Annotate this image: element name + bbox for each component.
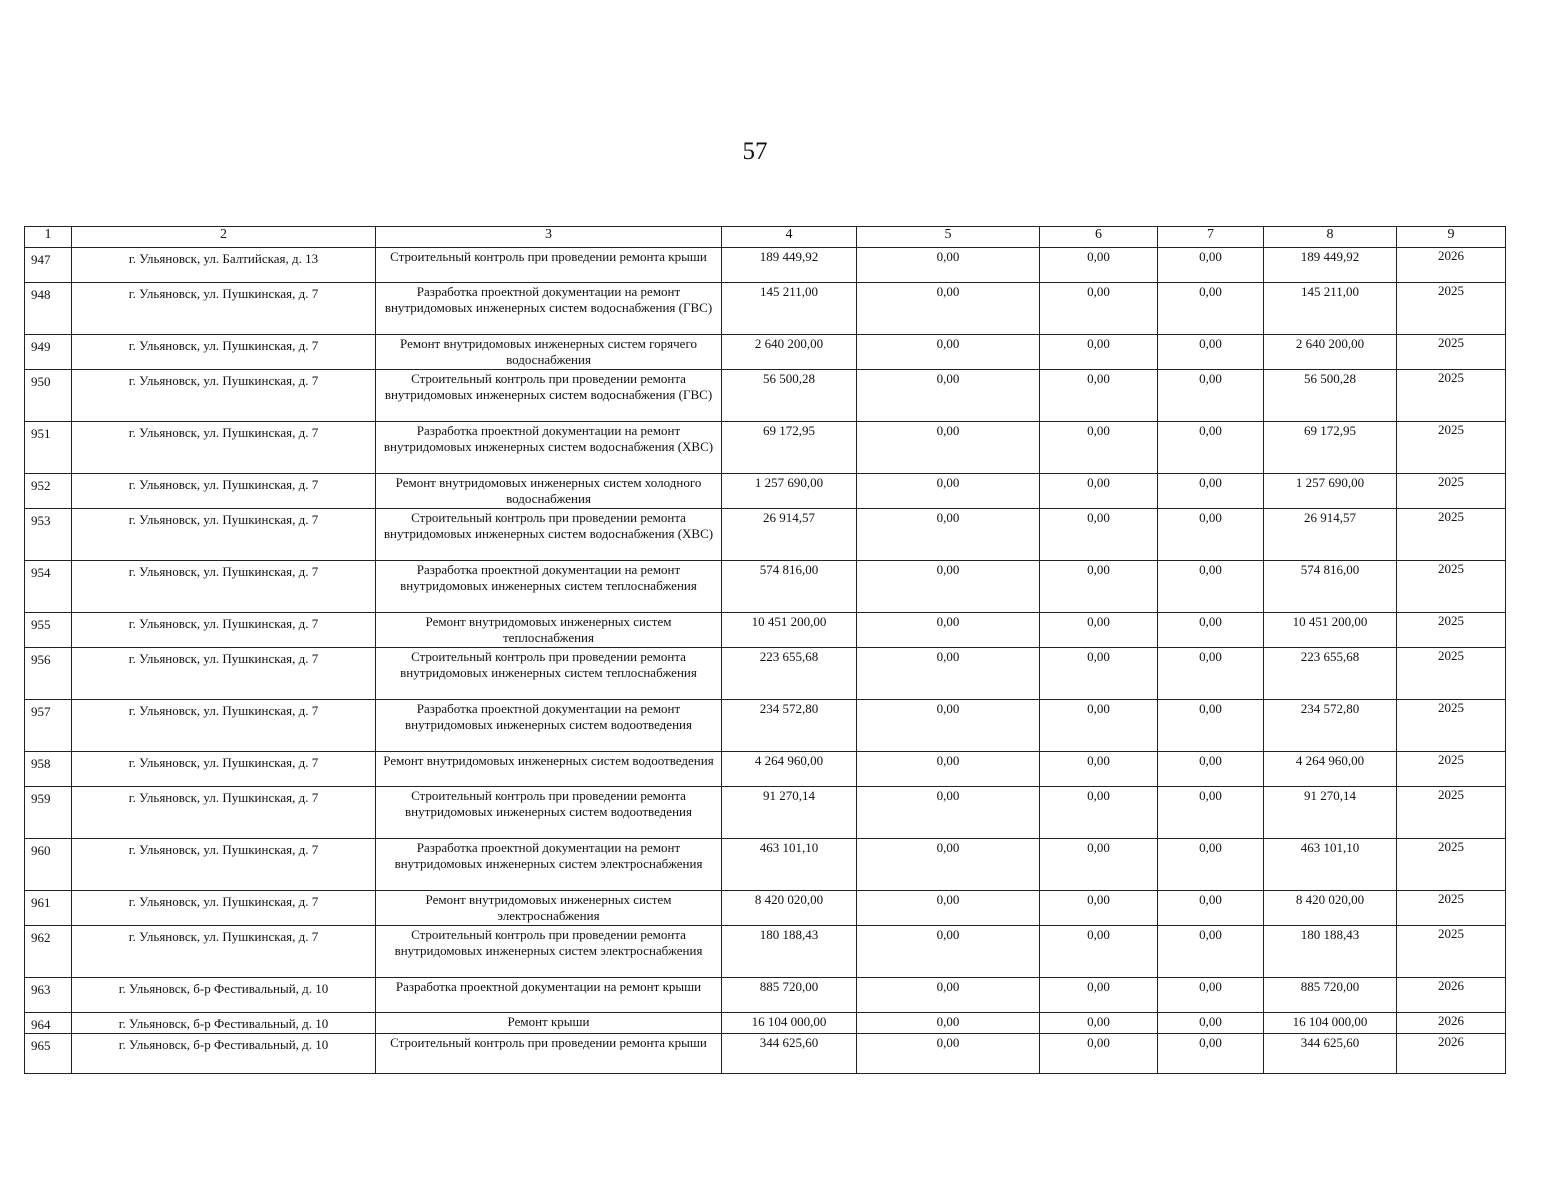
col8-value: 2 640 200,00 — [1264, 335, 1397, 370]
col8-value: 56 500,28 — [1264, 370, 1397, 422]
col7-value: 0,00 — [1158, 891, 1264, 926]
col4-value: 8 420 020,00 — [722, 891, 857, 926]
col5-value: 0,00 — [857, 283, 1040, 335]
col5-value: 0,00 — [857, 978, 1040, 1013]
row-number: 962 — [25, 926, 72, 978]
col7-value: 0,00 — [1158, 787, 1264, 839]
col6-value: 0,00 — [1040, 891, 1158, 926]
row-number: 960 — [25, 839, 72, 891]
col7-value: 0,00 — [1158, 1034, 1264, 1074]
work-type-cell: Разработка проектной документации на ремонт внутридомовых инженерных систем водоотведения — [376, 700, 722, 752]
year-cell: 2025 — [1397, 509, 1506, 561]
year-cell: 2026 — [1397, 978, 1506, 1013]
year-cell: 2026 — [1397, 1034, 1506, 1074]
col6-value: 0,00 — [1040, 474, 1158, 509]
table-row — [25, 839, 1506, 891]
address-cell: г. Ульяновск, ул. Пушкинская, д. 7 — [72, 509, 376, 561]
col-header: 1 — [25, 227, 72, 248]
address-cell: г. Ульяновск, ул. Пушкинская, д. 7 — [72, 613, 376, 648]
work-type-cell: Строительный контроль при проведении ремонта внутридомовых инженерных систем теплоснабжения — [376, 648, 722, 700]
address-cell: г. Ульяновск, ул. Пушкинская, д. 7 — [72, 891, 376, 926]
page-number: 57 — [742, 138, 768, 165]
table-row — [25, 1013, 1506, 1034]
col8-value: 180 188,43 — [1264, 926, 1397, 978]
col5-value: 0,00 — [857, 926, 1040, 978]
col8-value: 10 451 200,00 — [1264, 613, 1397, 648]
row-number: 948 — [25, 283, 72, 335]
year-cell: 2025 — [1397, 613, 1506, 648]
col7-value: 0,00 — [1158, 839, 1264, 891]
col6-value: 0,00 — [1040, 561, 1158, 613]
col4-value: 1 257 690,00 — [722, 474, 857, 509]
address-cell: г. Ульяновск, ул. Пушкинская, д. 7 — [72, 926, 376, 978]
col8-value: 91 270,14 — [1264, 787, 1397, 839]
year-cell: 2025 — [1397, 283, 1506, 335]
table-row — [25, 248, 1506, 283]
table-row — [25, 978, 1506, 1013]
work-type-cell: Строительный контроль при проведении ремонта внутридомовых инженерных систем водоснабжения (ГВС) — [376, 370, 722, 422]
year-cell: 2025 — [1397, 370, 1506, 422]
col6-value: 0,00 — [1040, 978, 1158, 1013]
col6-value: 0,00 — [1040, 839, 1158, 891]
col5-value: 0,00 — [857, 370, 1040, 422]
col5-value: 0,00 — [857, 839, 1040, 891]
address-cell: г. Ульяновск, ул. Пушкинская, д. 7 — [72, 370, 376, 422]
work-type-cell: Строительный контроль при проведении ремонта внутридомовых инженерных систем электроснабжения — [376, 926, 722, 978]
col8-value: 223 655,68 — [1264, 648, 1397, 700]
col7-value: 0,00 — [1158, 926, 1264, 978]
year-cell: 2025 — [1397, 891, 1506, 926]
col7-value: 0,00 — [1158, 613, 1264, 648]
work-type-cell: Ремонт внутридомовых инженерных систем горячего водоснабжения — [376, 335, 722, 370]
col8-value: 8 420 020,00 — [1264, 891, 1397, 926]
col5-value: 0,00 — [857, 648, 1040, 700]
col4-value: 344 625,60 — [722, 1034, 857, 1074]
row-number: 958 — [25, 752, 72, 787]
table-row — [25, 1034, 1506, 1074]
col7-value: 0,00 — [1158, 648, 1264, 700]
col4-value: 16 104 000,00 — [722, 1013, 857, 1034]
work-type-cell: Строительный контроль при проведении ремонта внутридомовых инженерных систем водоснабжения (ХВС) — [376, 509, 722, 561]
address-cell: г. Ульяновск, ул. Пушкинская, д. 7 — [72, 839, 376, 891]
address-cell: г. Ульяновск, ул. Пушкинская, д. 7 — [72, 648, 376, 700]
col6-value: 0,00 — [1040, 787, 1158, 839]
col4-value: 69 172,95 — [722, 422, 857, 474]
work-type-cell: Ремонт внутридомовых инженерных систем электроснабжения — [376, 891, 722, 926]
table-row — [25, 926, 1506, 978]
year-cell: 2025 — [1397, 561, 1506, 613]
table-row — [25, 283, 1506, 335]
col5-value: 0,00 — [857, 891, 1040, 926]
year-cell: 2025 — [1397, 422, 1506, 474]
col4-value: 56 500,28 — [722, 370, 857, 422]
year-cell: 2026 — [1397, 1013, 1506, 1034]
col8-value: 145 211,00 — [1264, 283, 1397, 335]
year-cell: 2025 — [1397, 787, 1506, 839]
address-cell: г. Ульяновск, б-р Фестивальный, д. 10 — [72, 978, 376, 1013]
work-type-cell: Разработка проектной документации на ремонт внутридомовых инженерных систем теплоснабжения — [376, 561, 722, 613]
address-cell: г. Ульяновск, ул. Пушкинская, д. 7 — [72, 474, 376, 509]
table-row — [25, 613, 1506, 648]
capital-repair-table — [24, 226, 1506, 1074]
col4-value: 463 101,10 — [722, 839, 857, 891]
col5-value: 0,00 — [857, 613, 1040, 648]
row-number: 947 — [25, 248, 72, 283]
col4-value: 189 449,92 — [722, 248, 857, 283]
address-cell: г. Ульяновск, ул. Пушкинская, д. 7 — [72, 787, 376, 839]
col5-value: 0,00 — [857, 474, 1040, 509]
row-number: 959 — [25, 787, 72, 839]
col-header: 2 — [72, 227, 376, 248]
row-number: 961 — [25, 891, 72, 926]
col6-value: 0,00 — [1040, 752, 1158, 787]
col8-value: 69 172,95 — [1264, 422, 1397, 474]
row-number: 952 — [25, 474, 72, 509]
row-number: 965 — [25, 1034, 72, 1074]
col6-value: 0,00 — [1040, 248, 1158, 283]
col4-value: 91 270,14 — [722, 787, 857, 839]
row-number: 953 — [25, 509, 72, 561]
col4-value: 574 816,00 — [722, 561, 857, 613]
address-cell: г. Ульяновск, ул. Пушкинская, д. 7 — [72, 561, 376, 613]
row-number: 954 — [25, 561, 72, 613]
work-type-cell: Строительный контроль при проведении ремонта крыши — [376, 248, 722, 283]
address-cell: г. Ульяновск, ул. Пушкинская, д. 7 — [72, 283, 376, 335]
year-cell: 2025 — [1397, 335, 1506, 370]
year-cell: 2025 — [1397, 752, 1506, 787]
table-row — [25, 891, 1506, 926]
year-cell: 2025 — [1397, 700, 1506, 752]
col7-value: 0,00 — [1158, 752, 1264, 787]
col7-value: 0,00 — [1158, 509, 1264, 561]
work-type-cell: Разработка проектной документации на ремонт крыши — [376, 978, 722, 1013]
col5-value: 0,00 — [857, 1034, 1040, 1074]
table-row — [25, 648, 1506, 700]
row-number: 957 — [25, 700, 72, 752]
col6-value: 0,00 — [1040, 926, 1158, 978]
col4-value: 4 264 960,00 — [722, 752, 857, 787]
table-row — [25, 335, 1506, 370]
col8-value: 344 625,60 — [1264, 1034, 1397, 1074]
address-cell: г. Ульяновск, ул. Пушкинская, д. 7 — [72, 700, 376, 752]
col5-value: 0,00 — [857, 561, 1040, 613]
col4-value: 885 720,00 — [722, 978, 857, 1013]
row-number: 951 — [25, 422, 72, 474]
col7-value: 0,00 — [1158, 700, 1264, 752]
row-number: 950 — [25, 370, 72, 422]
col4-value: 10 451 200,00 — [722, 613, 857, 648]
work-type-cell: Ремонт крыши — [376, 1013, 722, 1034]
col-header: 8 — [1264, 227, 1397, 248]
col-header: 6 — [1040, 227, 1158, 248]
col7-value: 0,00 — [1158, 474, 1264, 509]
row-number: 956 — [25, 648, 72, 700]
year-cell: 2025 — [1397, 474, 1506, 509]
col6-value: 0,00 — [1040, 370, 1158, 422]
work-type-cell: Строительный контроль при проведении ремонта внутридомовых инженерных систем водоотведения — [376, 787, 722, 839]
col8-value: 189 449,92 — [1264, 248, 1397, 283]
col8-value: 26 914,57 — [1264, 509, 1397, 561]
table-row — [25, 787, 1506, 839]
col-header: 3 — [376, 227, 722, 248]
work-type-cell: Строительный контроль при проведении ремонта крыши — [376, 1034, 722, 1074]
col7-value: 0,00 — [1158, 978, 1264, 1013]
col6-value: 0,00 — [1040, 1034, 1158, 1074]
col5-value: 0,00 — [857, 700, 1040, 752]
col4-value: 2 640 200,00 — [722, 335, 857, 370]
row-number: 963 — [25, 978, 72, 1013]
col8-value: 16 104 000,00 — [1264, 1013, 1397, 1034]
col6-value: 0,00 — [1040, 613, 1158, 648]
col6-value: 0,00 — [1040, 335, 1158, 370]
row-number: 955 — [25, 613, 72, 648]
address-cell: г. Ульяновск, ул. Балтийская, д. 13 — [72, 248, 376, 283]
year-cell: 2025 — [1397, 839, 1506, 891]
work-type-cell: Разработка проектной документации на ремонт внутридомовых инженерных систем электроснабжения — [376, 839, 722, 891]
col7-value: 0,00 — [1158, 1013, 1264, 1034]
col4-value: 223 655,68 — [722, 648, 857, 700]
col7-value: 0,00 — [1158, 248, 1264, 283]
col5-value: 0,00 — [857, 1013, 1040, 1034]
address-cell: г. Ульяновск, б-р Фестивальный, д. 10 — [72, 1013, 376, 1034]
col-header: 9 — [1397, 227, 1506, 248]
col5-value: 0,00 — [857, 335, 1040, 370]
year-cell: 2025 — [1397, 648, 1506, 700]
table-row — [25, 561, 1506, 613]
year-cell: 2026 — [1397, 248, 1506, 283]
address-cell: г. Ульяновск, ул. Пушкинская, д. 7 — [72, 335, 376, 370]
col8-value: 234 572,80 — [1264, 700, 1397, 752]
col6-value: 0,00 — [1040, 700, 1158, 752]
col7-value: 0,00 — [1158, 561, 1264, 613]
col8-value: 463 101,10 — [1264, 839, 1397, 891]
col6-value: 0,00 — [1040, 422, 1158, 474]
row-number: 949 — [25, 335, 72, 370]
address-cell: г. Ульяновск, б-р Фестивальный, д. 10 — [72, 1034, 376, 1074]
table-row — [25, 370, 1506, 422]
col8-value: 4 264 960,00 — [1264, 752, 1397, 787]
work-type-cell: Ремонт внутридомовых инженерных систем теплоснабжения — [376, 613, 722, 648]
table-row — [25, 474, 1506, 509]
col7-value: 0,00 — [1158, 422, 1264, 474]
col5-value: 0,00 — [857, 248, 1040, 283]
address-cell: г. Ульяновск, ул. Пушкинская, д. 7 — [72, 752, 376, 787]
col-header: 4 — [722, 227, 857, 248]
col-header: 5 — [857, 227, 1040, 248]
col5-value: 0,00 — [857, 509, 1040, 561]
col8-value: 1 257 690,00 — [1264, 474, 1397, 509]
col7-value: 0,00 — [1158, 335, 1264, 370]
year-cell: 2025 — [1397, 926, 1506, 978]
work-type-cell: Ремонт внутридомовых инженерных систем водоотведения — [376, 752, 722, 787]
col8-value: 574 816,00 — [1264, 561, 1397, 613]
row-number: 964 — [25, 1013, 72, 1034]
work-type-cell: Разработка проектной документации на ремонт внутридомовых инженерных систем водоснабжения (ХВС) — [376, 422, 722, 474]
work-type-cell: Ремонт внутридомовых инженерных систем холодного водоснабжения — [376, 474, 722, 509]
col4-value: 26 914,57 — [722, 509, 857, 561]
col6-value: 0,00 — [1040, 509, 1158, 561]
col7-value: 0,00 — [1158, 370, 1264, 422]
col4-value: 180 188,43 — [722, 926, 857, 978]
header-row — [25, 227, 1506, 248]
col5-value: 0,00 — [857, 422, 1040, 474]
col4-value: 145 211,00 — [722, 283, 857, 335]
table-row — [25, 422, 1506, 474]
col6-value: 0,00 — [1040, 283, 1158, 335]
col7-value: 0,00 — [1158, 283, 1264, 335]
col-header: 7 — [1158, 227, 1264, 248]
col5-value: 0,00 — [857, 752, 1040, 787]
col6-value: 0,00 — [1040, 648, 1158, 700]
table-row — [25, 700, 1506, 752]
col5-value: 0,00 — [857, 787, 1040, 839]
col8-value: 885 720,00 — [1264, 978, 1397, 1013]
col6-value: 0,00 — [1040, 1013, 1158, 1034]
work-type-cell: Разработка проектной документации на ремонт внутридомовых инженерных систем водоснабжения (ГВС) — [376, 283, 722, 335]
table-row — [25, 752, 1506, 787]
col4-value: 234 572,80 — [722, 700, 857, 752]
address-cell: г. Ульяновск, ул. Пушкинская, д. 7 — [72, 422, 376, 474]
table-row — [25, 509, 1506, 561]
